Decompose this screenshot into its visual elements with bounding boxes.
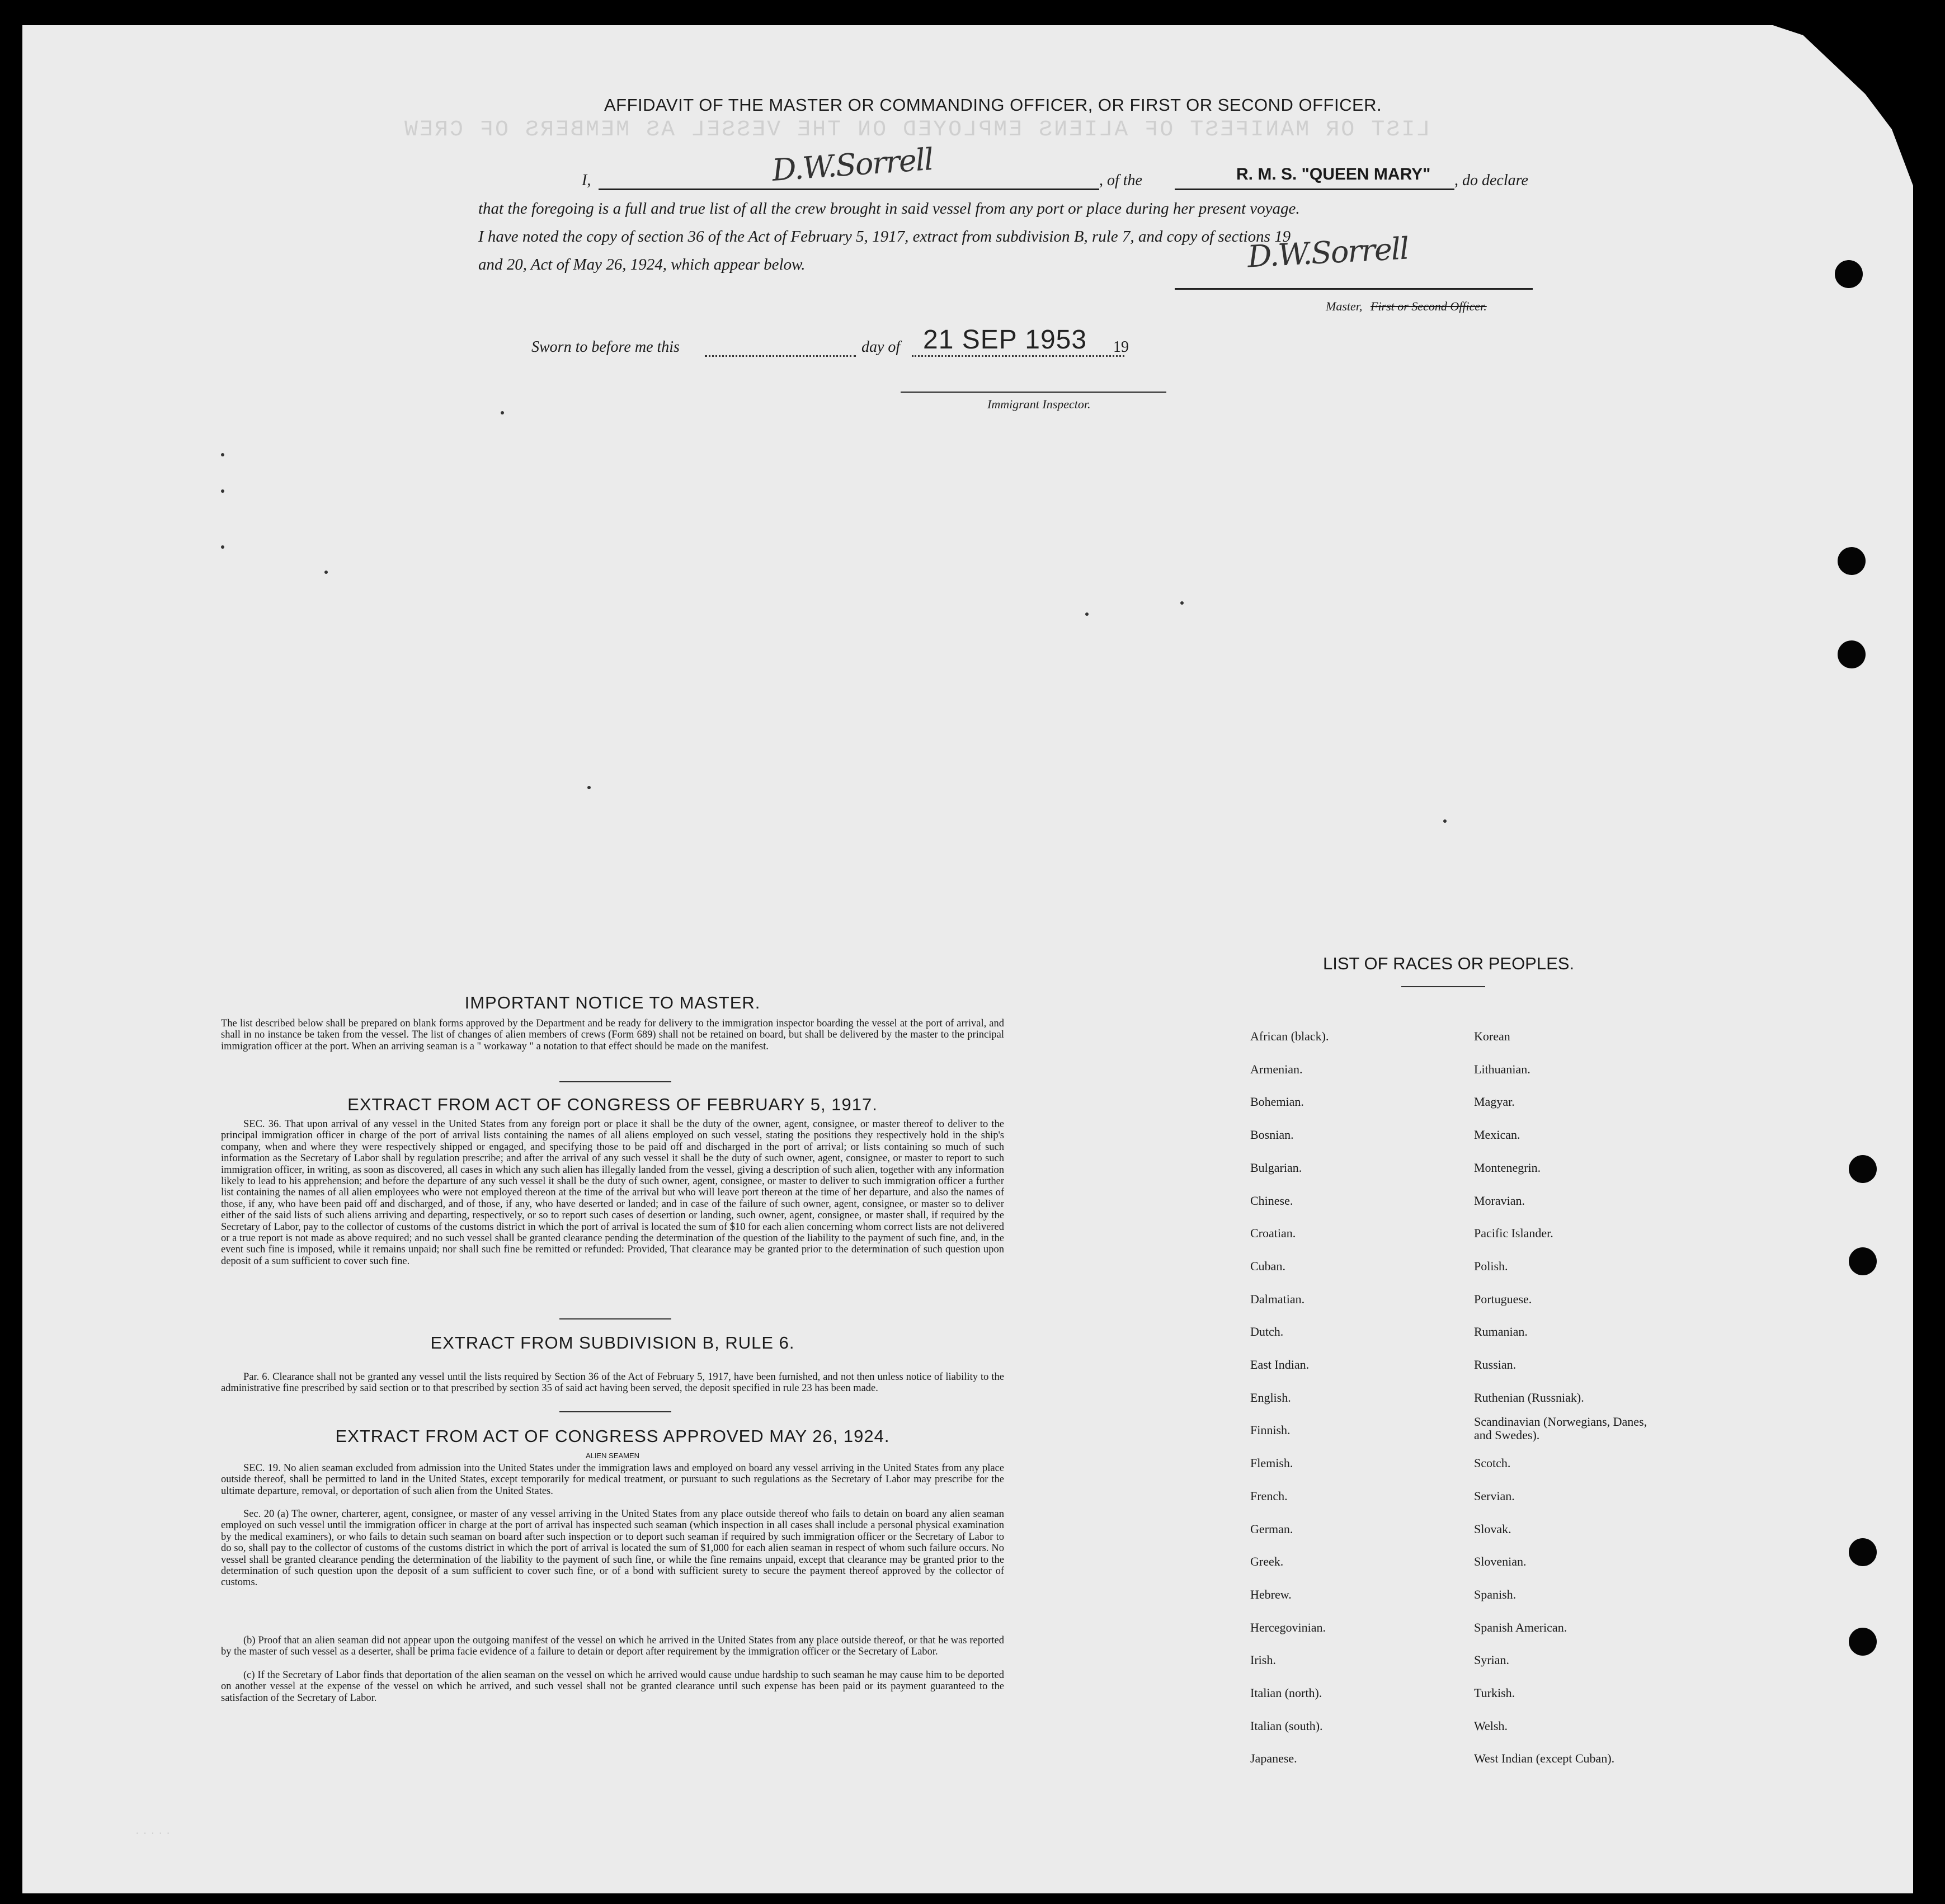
stray-mark — [501, 411, 504, 414]
race-item: English. — [1250, 1390, 1291, 1405]
sworn-day-line — [705, 355, 856, 357]
race-item: Cuban. — [1250, 1259, 1285, 1273]
race-item: Scotch. — [1474, 1456, 1511, 1471]
punch-hole — [1849, 1538, 1877, 1566]
day-of-label: day of — [861, 338, 901, 356]
race-item: Rumanian. — [1474, 1325, 1528, 1339]
stray-mark — [221, 453, 224, 456]
race-item: Portuguese. — [1474, 1292, 1532, 1306]
do-declare-label: , do declare — [1454, 172, 1528, 189]
subdivision-body: Par. 6. Clearance shall not be granted any vessel until the lists required by Section 36 of the Act of February 5, 1917, have been furnished, and not then unless notice of liability to the administrative fine prescribed by said section or to that prescribed by section 35 of said act having been served, the deposit specified in rule 23 has been made. — [221, 1372, 1004, 1394]
bleed-through-header: LIST OR MANIFEST OF ALIENS EMPLOYED ON THE VESSEL AS MEMBERS OF CREW — [403, 117, 1430, 143]
punch-hole — [1849, 1155, 1877, 1183]
master-signature-line — [1175, 288, 1533, 290]
race-item: Greek. — [1250, 1554, 1284, 1569]
sec20a-body: Sec. 20 (a) The owner, charterer, agent, consignee, or master of any vessel arriving in the United States from any place outside thereof who fails to detain on board any alien seaman employed on such vessel until the immigration officer in charge at the port of arrival has inspected such seaman (which inspection in all cases shall include a personal physical examination by the medical examiners), or who fails to detain such seaman on board after such inspection or to deport such seaman if required by such immigration officer or the Secretary of Labor to do so, shall pay to the collector of customs of the customs district in which the port of arrival is located the sum of $1,000 for each alien seaman in respect of whom such failure occurs. No vessel shall be granted clearance pending the determination of the liability to the payment of such fine, or while the fine remains unpaid, except that clearance may be granted prior to the determination of such question upon the deposit of a sum sufficient to cover such fine, or of a bond with sufficient surety to secure the payment thereof approved by the collector of customs. — [221, 1509, 1004, 1589]
race-item: Polish. — [1474, 1259, 1508, 1273]
race-item: Korean — [1474, 1029, 1510, 1043]
date-stamp: 21 SEP 1953 — [923, 325, 1087, 355]
punch-hole — [1838, 547, 1866, 575]
declaration-line-2: I have noted the copy of section 36 of the Act of February 5, 1917, extract from subdivision B, rule 7, and copy of sections 19 — [478, 228, 1291, 246]
race-item: African (black). — [1250, 1029, 1329, 1043]
race-item: Magyar. — [1474, 1095, 1515, 1109]
master-signature: D.W.Sorrell — [771, 142, 934, 188]
footer-bleed: ..... — [134, 1826, 173, 1837]
race-item: Scandinavian (Norwegians, Danes, and Swedes). — [1474, 1415, 1647, 1443]
race-item: Ruthenian (Russniak). — [1474, 1390, 1584, 1405]
race-item: Servian. — [1474, 1488, 1515, 1503]
race-item: Syrian. — [1474, 1653, 1509, 1667]
vessel-name: R. M. S. "QUEEN MARY" — [1236, 165, 1431, 183]
stray-mark — [1085, 612, 1089, 616]
divider — [559, 1318, 671, 1319]
race-item: Welsh. — [1474, 1718, 1508, 1733]
vessel-underline — [1175, 188, 1454, 190]
race-item: Slovak. — [1474, 1521, 1511, 1536]
race-item: Finnish. — [1250, 1423, 1291, 1438]
race-item: Moravian. — [1474, 1193, 1525, 1208]
race-item: Armenian. — [1250, 1062, 1303, 1076]
race-item: Pacific Islander. — [1474, 1226, 1553, 1241]
race-item: Turkish. — [1474, 1686, 1515, 1700]
race-item: Dalmatian. — [1250, 1292, 1305, 1306]
race-item: Russian. — [1474, 1358, 1517, 1372]
punch-hole — [1849, 1247, 1877, 1275]
divider — [559, 1081, 671, 1082]
race-item: Lithuanian. — [1474, 1062, 1530, 1076]
stray-mark — [1443, 819, 1447, 823]
race-item: Montenegrin. — [1474, 1160, 1541, 1175]
race-item: Italian (north). — [1250, 1686, 1322, 1700]
race-item: Spanish. — [1474, 1587, 1517, 1601]
struck-officer-label: First or Second Officer. — [1371, 299, 1487, 313]
stray-mark — [221, 545, 224, 549]
race-item: French. — [1250, 1488, 1288, 1503]
race-item: Italian (south). — [1250, 1718, 1323, 1733]
declaration-line-1: that the foregoing is a full and true list of all the crew brought in said vessel from any port or place during her present voyage. — [478, 200, 1300, 218]
affidavit-title: AFFIDAVIT OF THE MASTER OR COMMANDING OFFICER, OR FIRST OR SECOND OFFICER. — [604, 95, 1382, 115]
races-title: LIST OF RACES OR PEOPLES. — [1323, 954, 1575, 973]
race-item: Bulgarian. — [1250, 1160, 1302, 1175]
race-item: Slovenian. — [1474, 1554, 1527, 1569]
race-item: Bohemian. — [1250, 1095, 1304, 1109]
punch-hole — [1838, 640, 1866, 668]
of-the-label: , of the — [1099, 172, 1142, 189]
document-page — [22, 25, 1913, 1893]
race-item: Japanese. — [1250, 1751, 1297, 1766]
master-signature-2: D.W.Sorrell — [1246, 230, 1409, 275]
notice-body: The list described below shall be prepared on blank forms approved by the Department and be ready for delivery to the immigration inspector boarding the vessel at the port of arrival, and shall in no instance be taken from the vessel. The list of changes of alien members of crews (Form 689) shall not be retained on board, but shall be delivered by the master to the principal immigration officer at the port. When an arriving seaman is a " workaway " a notation to that effect should be made on the manifest. — [221, 1018, 1004, 1052]
sec20b-body: (b) Proof that an alien seaman did not appear upon the outgoing manifest of the vessel on which he arrived in the United States from any place outside thereof, or that he was reported by the master of such vessel as a deserter, shall be prima facie evidence of a failure to detain or deport after requirement by the immigration officer or the Secretary of Labor. — [221, 1635, 1004, 1658]
inspector-signature-line — [901, 392, 1166, 393]
inspector-label: Immigrant Inspector. — [987, 397, 1091, 411]
divider — [1401, 986, 1485, 987]
race-item: Mexican. — [1474, 1128, 1520, 1142]
stray-mark — [587, 786, 591, 789]
race-item: Dutch. — [1250, 1325, 1284, 1339]
notice-title: IMPORTANT NOTICE TO MASTER. — [464, 993, 761, 1012]
race-item: Hebrew. — [1250, 1587, 1292, 1601]
sec20c-body: (c) If the Secretary of Labor finds that deportation of the alien seaman on the vessel on which he arrived would cause undue hardship to such seaman he may cause him to be deported on another vessel at the expense of the vessel on which he arrived, and such vessel shall not be granted clearance until such expense has been paid or its payment guaranteed to the satisfaction of the Secretary of Labor. — [221, 1670, 1004, 1704]
stray-mark — [324, 571, 328, 574]
race-item: East Indian. — [1250, 1358, 1310, 1372]
sec19-body: SEC. 19. No alien seaman excluded from admission into the United States under the immigration laws and employed on board any vessel arriving in the United States from any place outside thereof, shall be permitted to land in the United States, except temporarily for medical treatment, or pursuant to such regulations as the Secretary of Labor may prescribe for the ultimate departure, removal, or deportation of such alien from the United States. — [221, 1463, 1004, 1497]
master-label: Master, — [1326, 299, 1363, 313]
race-item: German. — [1250, 1521, 1293, 1536]
sworn-date-line — [912, 355, 1124, 357]
subdivision-title: EXTRACT FROM SUBDIVISION B, RULE 6. — [430, 1333, 795, 1352]
stray-mark — [1180, 601, 1184, 605]
affidavit-i-label: I, — [582, 172, 591, 189]
divider — [559, 1411, 671, 1412]
punch-hole — [1835, 260, 1863, 288]
race-item: Irish. — [1250, 1653, 1276, 1667]
year-suffix: 19 — [1113, 338, 1129, 356]
sworn-label: Sworn to before me this — [531, 338, 680, 356]
race-item: West Indian (except Cuban). — [1474, 1751, 1615, 1766]
extract-1917-title: EXTRACT FROM ACT OF CONGRESS OF FEBRUARY 5, 1917. — [347, 1095, 878, 1114]
extract-1917-body: SEC. 36. That upon arrival of any vessel in the United States from any foreign port or place it shall be the duty of the owner, agent, consignee, or master thereof to deliver to the principal immigration officer in charge of the port of arrival lists containing the names of all aliens employed on such vessel, stating the positions they respectively hold in the ship's company, when and where they were respectively shipped or engaged, and specifying those to be paid off and discharged in the port of arrival; or lists containing so much of such information as the Secretary of Labor shall by regulation prescribe; and after the arrival of any such vessel it shall be the duty of such owner, agent, consignee, or master to report to such immigration officer, in writing, as soon as discovered, all cases in which any such alien has illegally landed from the vessel, giving a description of such alien, together with any information likely to lead to his apprehension; and before the departure of any such vessel it shall be the duty of such owner, agent, consignee, or master to deliver to such immigration officer a further list containing the names of all alien employees who were not employed thereon at the time of the arrival but who will leave port thereon at the time of her departure, and also the names of those, if any, who have been paid off and discharged, and of those, if any, who have deserted or landed; and in case of the failure of such owner, agent, consignee, or master so to deliver either of the said lists of such aliens arriving and departing, respectively, or so to report such cases of desertion or landing, such owner, agent, consignee, or master shall, if required by the Secretary of Labor, pay to the collector of customs of the customs district in which the port of arrival is located the sum of $10 for each alien concerning whom correct lists are not delivered or a true report is not made as above required; and no such vessel shall be granted clearance pending the determination of the question of the liability to the payment of such fine, and, in the event such fine is imposed, while it remains unpaid; nor shall such fine be remitted or refunded: Provided, That clearance may be granted prior to the determination of such question upon deposit of a sum sufficient to cover such fine. — [221, 1119, 1004, 1267]
race-item: Croatian. — [1250, 1226, 1296, 1241]
name-underline — [599, 188, 1099, 190]
stray-mark — [221, 489, 224, 493]
extract-1924-subtitle: ALIEN SEAMEN — [585, 1451, 640, 1460]
punch-hole — [1849, 1628, 1877, 1656]
extract-1924-title: EXTRACT FROM ACT OF CONGRESS APPROVED MAY 26, 1924. — [335, 1426, 890, 1446]
race-item: Chinese. — [1250, 1193, 1293, 1208]
race-item: Flemish. — [1250, 1456, 1293, 1471]
race-item: Hercegovinian. — [1250, 1620, 1326, 1634]
race-item: Spanish American. — [1474, 1620, 1567, 1634]
race-item: Bosnian. — [1250, 1128, 1294, 1142]
declaration-line-3: and 20, Act of May 26, 1924, which appear below. — [478, 256, 806, 274]
